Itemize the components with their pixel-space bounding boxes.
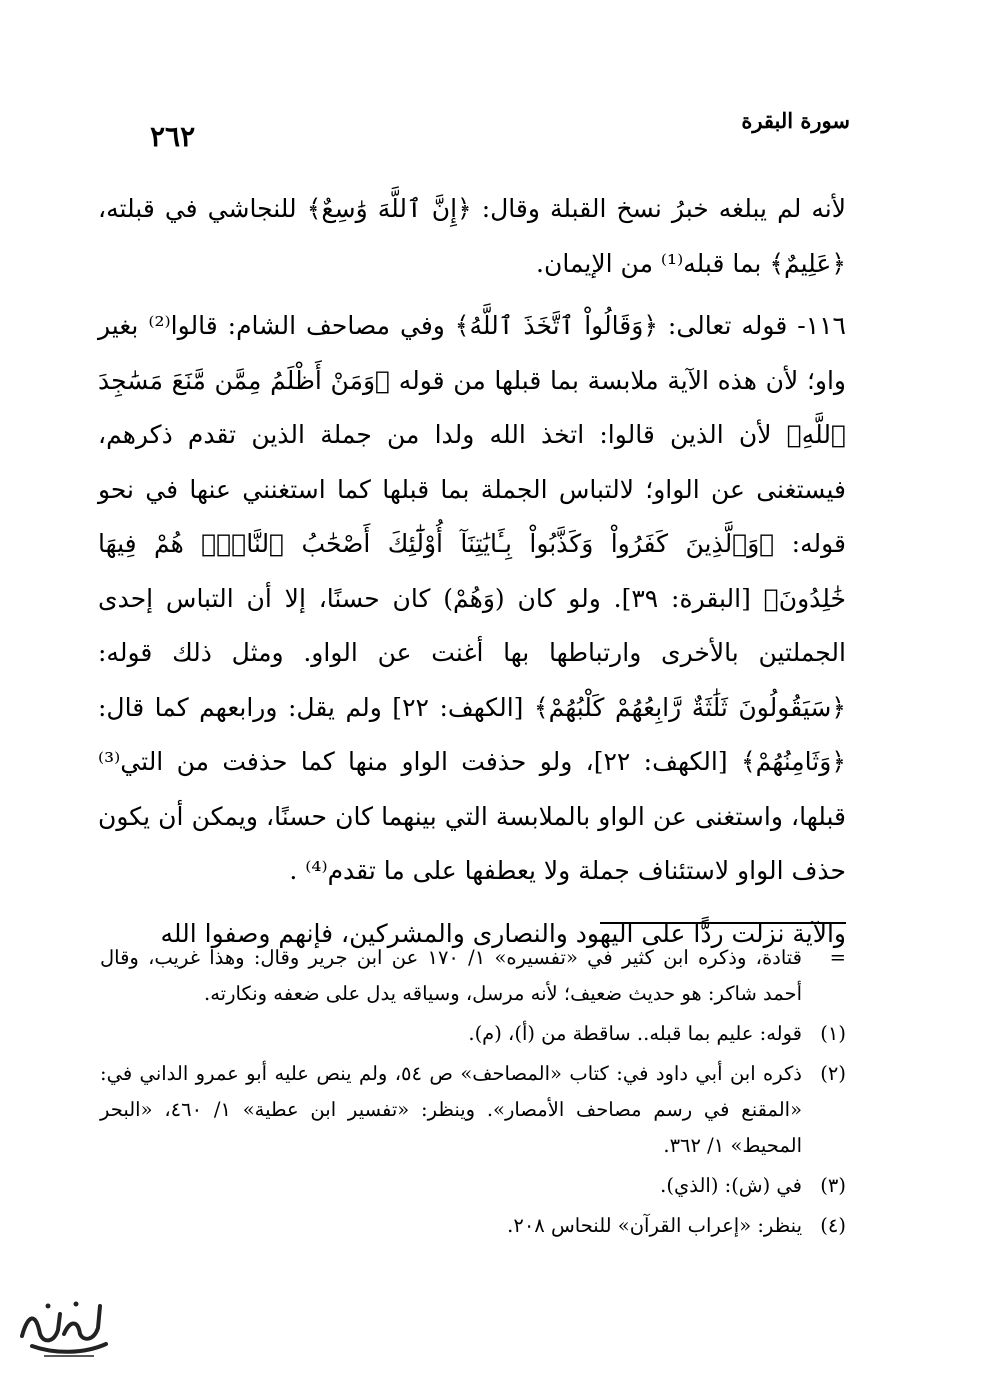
- calligraphy-logo: [14, 1284, 114, 1362]
- footnote-text: ذكره ابن أبي داود في: كتاب «المصاحف» ص ٥٤، ولم ينص عليه أبو عمرو الداني في: «المقنع في رسم مصاحف الأمصار». وينظر: «تفسير ابن عطية» ١/ ٤٦٠، «البحر المحيط» ١/ ٣٦٢.: [100, 1062, 802, 1157]
- page-header: [150, 108, 850, 158]
- footnote-1: [100, 1016, 846, 1052]
- footnote-continuation: [100, 940, 846, 1012]
- footnote-marker: (٣): [820, 1174, 846, 1197]
- footnote-marker: (٤): [820, 1214, 846, 1237]
- paragraph-1: لأنه لم يبلغه خبرُ نسخ القبلة وقال: ﴿إِنَّ ٱللَّهَ وَٰسِعٌ﴾ للنجاشي في قبلته، ﴿عَلِيمٌ﴾ بما قبله⁽¹⁾ من الإيمان.: [98, 194, 846, 278]
- running-title: سورة البقرة: [741, 108, 850, 133]
- paragraph-verse-116: ١١٦- قوله تعالى: ﴿وَقَالُواْ ٱتَّخَذَ ٱللَّهُ﴾ وفي مصاحف الشام: قالوا⁽²⁾ بغير واو؛ لأن هذه الآية ملابسة بما قبلها من قوله ﴿وَمَنْ أَظْلَمُ مِمَّن مَّنَعَ مَسَٰجِدَ ٱللَّهِ﴾ لأن الذين قالوا: اتخذ الله ولدا من جملة الذين تقدم ذكرهم، فيستغنى عن الواو؛ لالتباس الجملة بما قبلها كما استغنني عنها في نحو قوله: ﴿وَٱلَّذِينَ كَفَرُواْ وَكَذَّبُواْ بِـَٔايَٰتِنَآ أُوْلَٰٓئِكَ أَصْحَٰبُ ٱلنَّارِۖ هُمْ فِيهَا خَٰلِدُونَ﴾ [البقرة: ٣٩]. ولو كان (وَهُمْ) كان حسنًا، إلا أن التباس إحدى الجملتين بالأخرى وارتباطها بها أغنت عن الواو. ومثل ذلك قوله: ﴿سَيَقُولُونَ ثَلَٰثَةٌ رَّابِعُهُمْ كَلْبُهُمْ﴾ [الكهف: ٢٢] ولم يقل: ورابعهم كما قال: ﴿وَثَامِنُهُمْ﴾ [الكهف: ٢٢]، ولو حذفت الواو منها كما حذفت من التي⁽³⁾ قبلها، واستغنى عن الواو بالملابسة التي بينهما كان حسنًا، ويمكن أن يكون حذف الواو لاستئناف جملة ولا يعطفها على ما تقدم⁽⁴⁾ .: [98, 311, 846, 885]
- main-text: [98, 182, 846, 969]
- footnotes: [100, 940, 846, 1248]
- paragraph-3: والآية نزلت ردًّا على اليهود والنصارى والمشركين، فإنهم وصفوا الله: [160, 918, 846, 948]
- footnote-4: [100, 1208, 846, 1244]
- footnote-marker: =: [829, 946, 846, 969]
- footnote-text: قتادة، وذكره ابن كثير في «تفسيره» ١/ ١٧٠ عن ابن جرير وقال: وهذا غريب، وقال أحمد شاكر: هو حديث ضعيف؛ لأنه مرسل، وسياقه يدل على ضعفه ونكارته.: [100, 946, 802, 1005]
- footnote-text: قوله: عليم بما قبله.. ساقطة من (أ)، (م).: [468, 1022, 802, 1045]
- footnote-text: في (ش): (الذي).: [660, 1174, 802, 1197]
- footnote-text: ينظر: «إعراب القرآن» للنحاس ٢٠٨.: [507, 1214, 802, 1237]
- page-number: ٢٦٢: [150, 120, 196, 153]
- footnote-marker: (١): [820, 1022, 846, 1045]
- footnote-3: [100, 1168, 846, 1204]
- calligraphy-logo-icon: [14, 1284, 114, 1362]
- footnote-2: [100, 1056, 846, 1164]
- footnote-marker: (٢): [820, 1062, 846, 1085]
- footnote-separator: [600, 922, 846, 924]
